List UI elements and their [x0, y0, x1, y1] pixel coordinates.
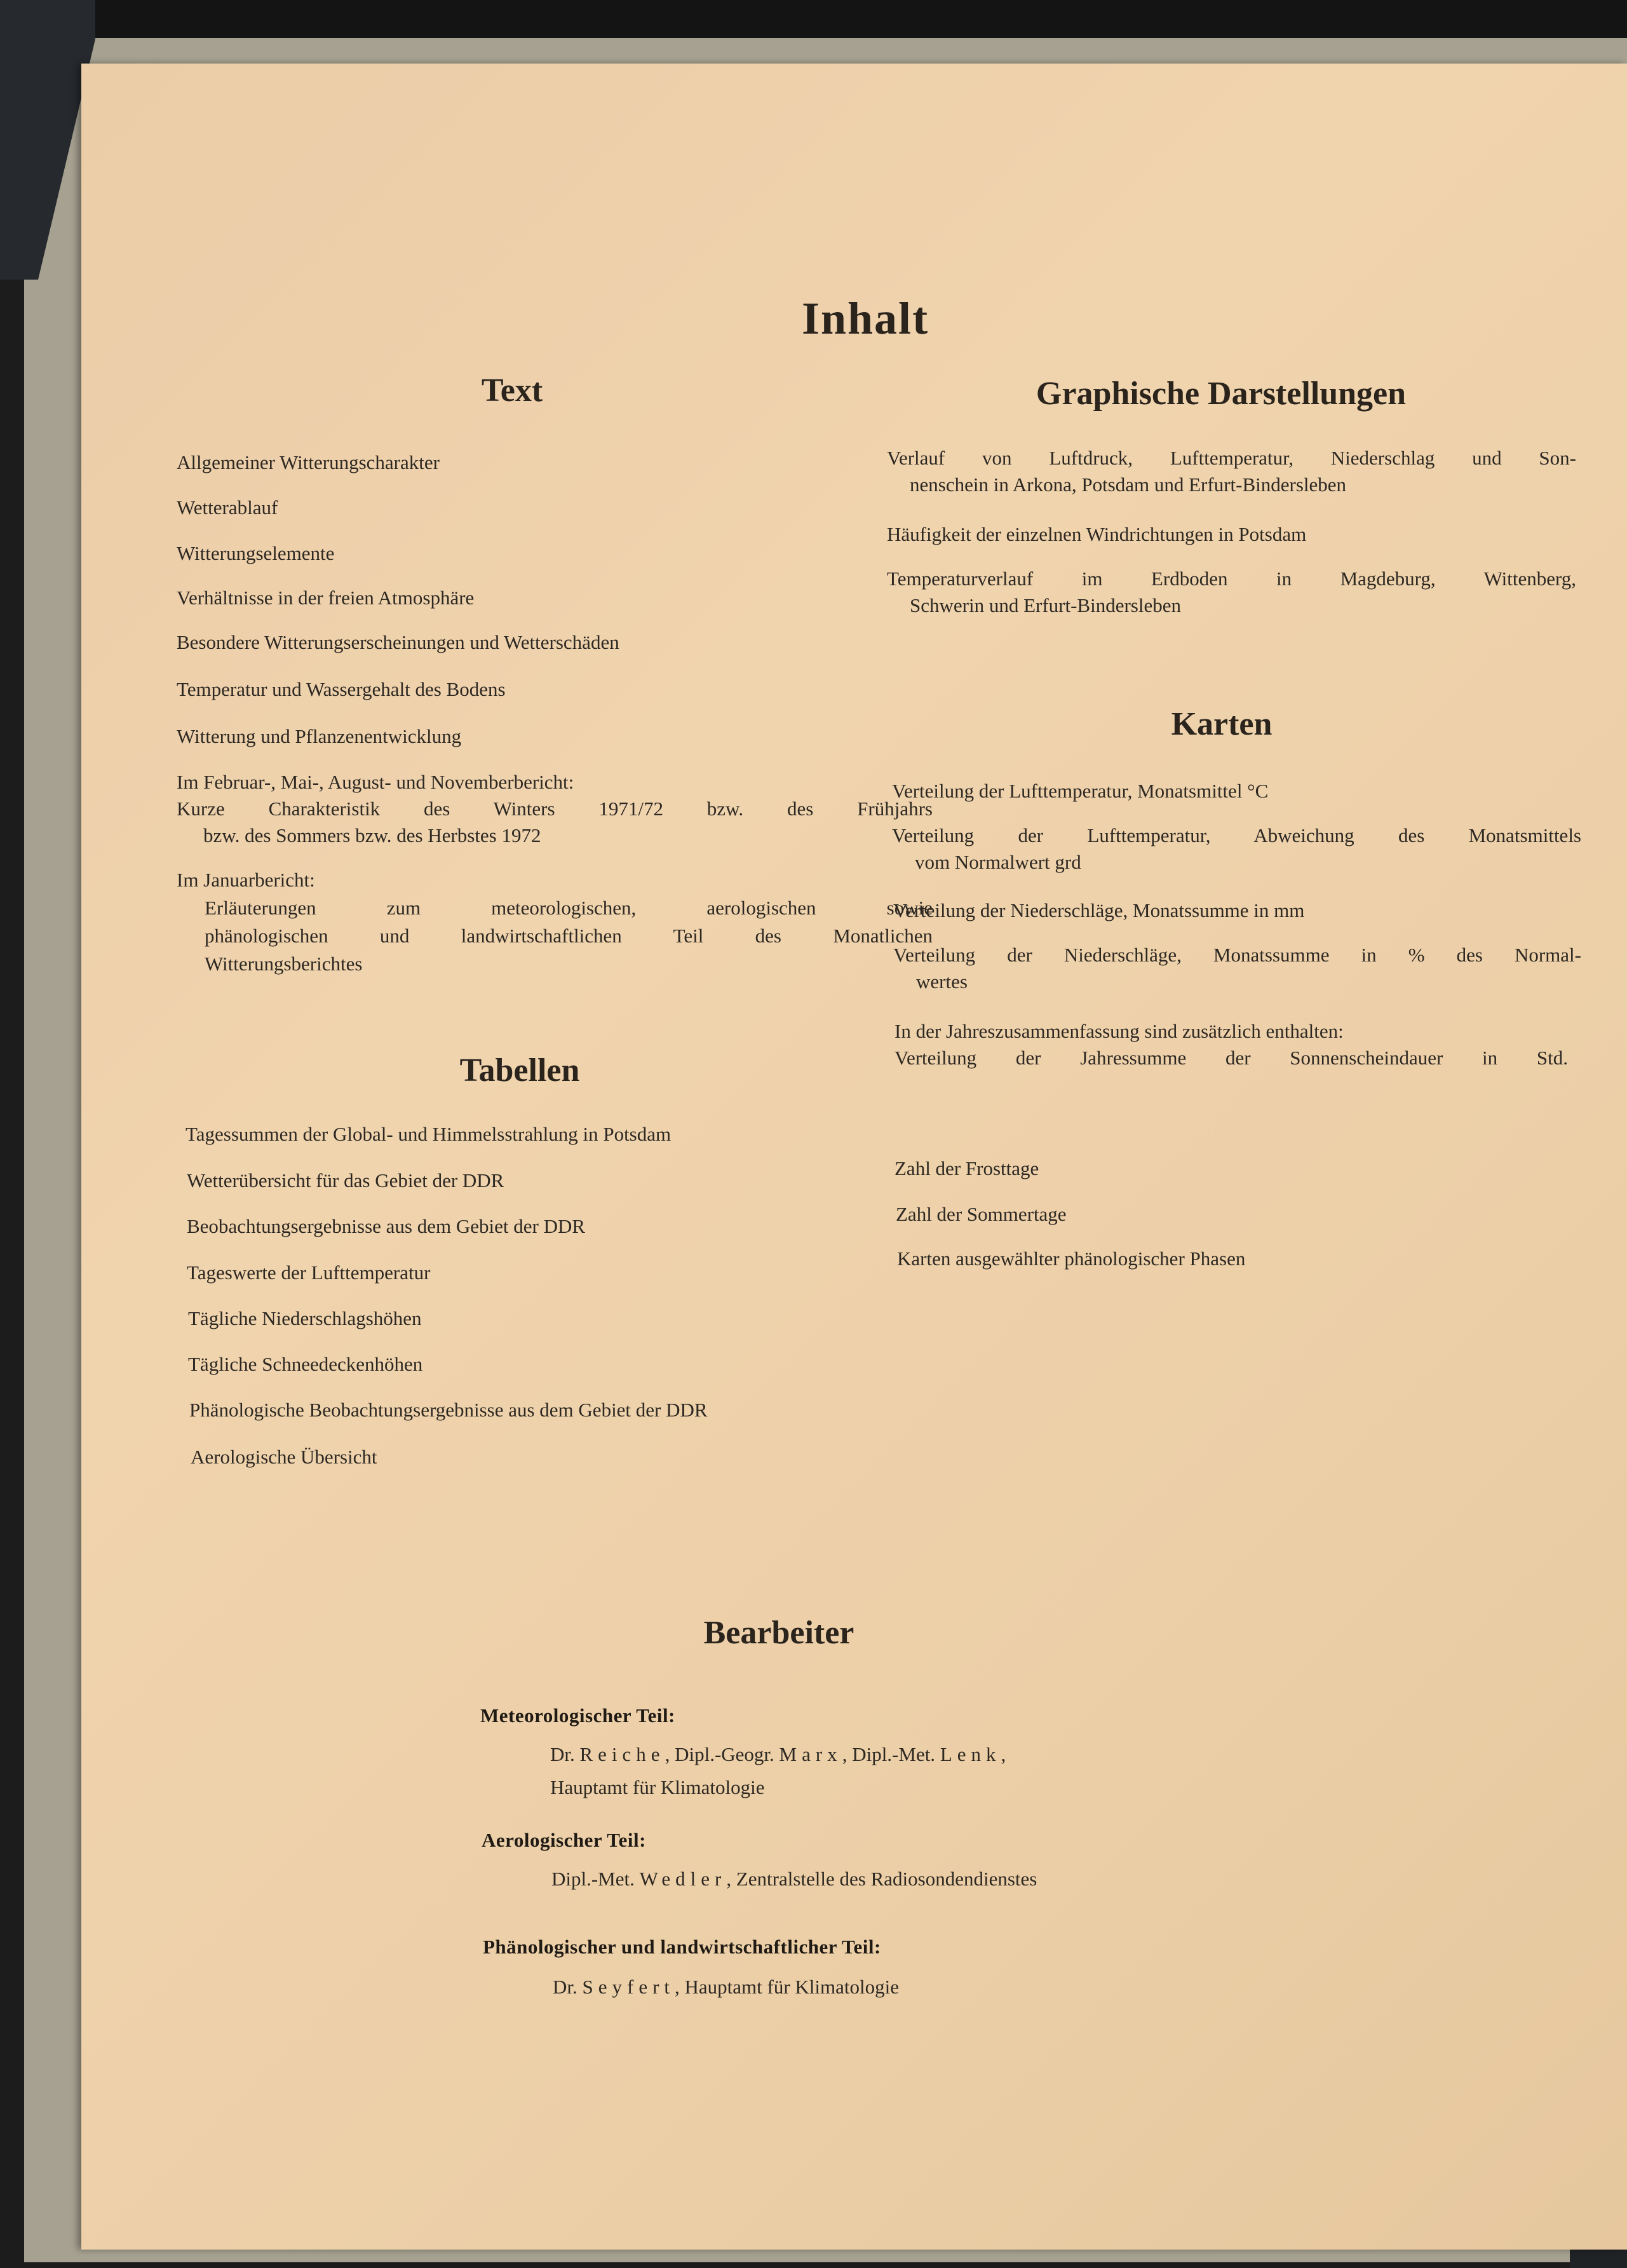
maps-item [892, 821, 1581, 877]
january-note-line: Erläuterungen zum meteorologischen, aerologischen sowie [205, 897, 933, 919]
maps-item: Verteilung der Lufttemperatur, Monatsmittel °C [892, 780, 1269, 802]
aero-label: Aerologischer Teil: [482, 1829, 646, 1851]
list-item: Phänologische Beobachtungsergebnisse aus dem Gebiet der DDR [189, 1399, 708, 1421]
maps-item-line: Verteilung der Lufttemperatur, Abweichung des Monatsmittels [892, 824, 1581, 846]
list-item: Besondere Witterungserscheinungen und Wetterschäden [177, 631, 619, 653]
maps-item-line: wertes [916, 970, 968, 993]
graphics-section-heading: Graphische Darstellungen [1036, 376, 1407, 412]
meteo-editors: Dr. Reiche, Dipl.-Geogr. Marx, Dipl.-Met. Lenk, [550, 1743, 1006, 1765]
editor-name: Lenk [940, 1743, 1001, 1765]
season-note-label: Im Februar-, Mai-, August- und Novemberbericht: [177, 771, 574, 793]
tables-section-heading: Tabellen [459, 1052, 580, 1089]
text-section-heading: Text [481, 372, 543, 409]
list-item: Allgemeiner Witterungscharakter [177, 451, 440, 473]
graphics-item [887, 444, 1576, 499]
editor-name: Seyfert [582, 1976, 675, 1998]
editor-name: Wedler [639, 1868, 727, 1890]
page-sheet [81, 64, 1627, 2250]
maps-item-line: vom Normalwert grd [915, 851, 1081, 873]
list-item: Tägliche Schneedeckenhöhen [188, 1353, 423, 1375]
list-item: Aerologische Übersicht [191, 1446, 377, 1468]
scan-background-top [0, 0, 1627, 38]
season-note-line: bzw. des Sommers bzw. des Herbstes 1972 [203, 824, 541, 846]
january-note-line: Witterungsberichtes [205, 953, 363, 975]
pheno-label: Phänologischer und landwirtschaftlicher Teil: [483, 1936, 881, 1958]
meteo-label: Meteorologischer Teil: [480, 1704, 675, 1727]
graphics-item-line: Schwerin und Erfurt-Bindersleben [910, 594, 1181, 616]
graphics-item-line: Temperaturverlauf im Erdboden in Magdeburg, Wittenberg, [887, 567, 1576, 590]
maps-item [893, 940, 1581, 996]
list-item: Tägliche Niederschlagshöhen [188, 1307, 422, 1329]
list-item: Verhältnisse in der freien Atmosphäre [177, 587, 475, 609]
maps-item: Karten ausgewählter phänologischer Phasen [897, 1247, 1246, 1270]
maps-section-heading: Karten [1171, 706, 1273, 742]
annual-note-line: Verteilung der Jahressumme der Sonnenscheindauer in Std. [895, 1047, 1568, 1069]
annual-note-label: In der Jahreszusammenfassung sind zusätzlich enthalten: [895, 1020, 1344, 1042]
aero-editors: Dipl.-Met. Wedler, Zentralstelle des Radiosondendienstes [551, 1868, 1037, 1890]
maps-item-line: Verteilung der Niederschläge, Monatssumme in % des Normal- [893, 944, 1581, 966]
meteo-institution: Hauptamt für Klimatologie [550, 1776, 765, 1798]
list-item: Wetterablauf [177, 496, 278, 519]
season-note-line: Kurze Charakteristik des Winters 1971/72 bzw. des Frühjahrs [177, 798, 933, 820]
january-note-label: Im Januarbericht: [177, 869, 315, 891]
maps-item: Zahl der Frosttage [895, 1157, 1039, 1179]
maps-item: Zahl der Sommertage [896, 1203, 1067, 1225]
graphics-item-line: Verlauf von Luftdruck, Lufttemperatur, Niederschlag und Son- [887, 447, 1576, 469]
list-item: Beobachtungsergebnisse aus dem Gebiet der DDR [187, 1215, 586, 1237]
list-item: Temperatur und Wassergehalt des Bodens [177, 678, 506, 700]
editors-heading: Bearbeiter [703, 1615, 854, 1651]
page-title: Inhalt [801, 293, 929, 344]
annual-note [895, 1017, 1568, 1073]
list-item: Wetterübersicht für das Gebiet der DDR [187, 1169, 504, 1192]
pheno-editors: Dr. Seyfert, Hauptamt für Klimatologie [553, 1976, 900, 1998]
graphics-item-line: nenschein in Arkona, Potsdam und Erfurt-Bindersleben [910, 473, 1347, 496]
graphics-item [887, 564, 1576, 620]
list-item: Tageswerte der Lufttemperatur [187, 1261, 431, 1284]
season-note [177, 768, 933, 850]
list-item: Witterungselemente [177, 542, 335, 564]
editor-name: Marx [779, 1743, 842, 1765]
maps-item: Verteilung der Niederschläge, Monatssumme in mm [893, 899, 1305, 921]
january-note-line: phänologischen und landwirtschaftlichen Teil des Monatlichen [205, 925, 933, 947]
january-note [177, 866, 933, 979]
list-item: Witterung und Pflanzenentwicklung [177, 725, 462, 747]
editor-name: Reiche [579, 1743, 665, 1765]
graphics-item: Häufigkeit der einzelnen Windrichtungen in Potsdam [887, 523, 1307, 545]
list-item: Tagessummen der Global- und Himmelsstrahlung in Potsdam [186, 1123, 672, 1145]
